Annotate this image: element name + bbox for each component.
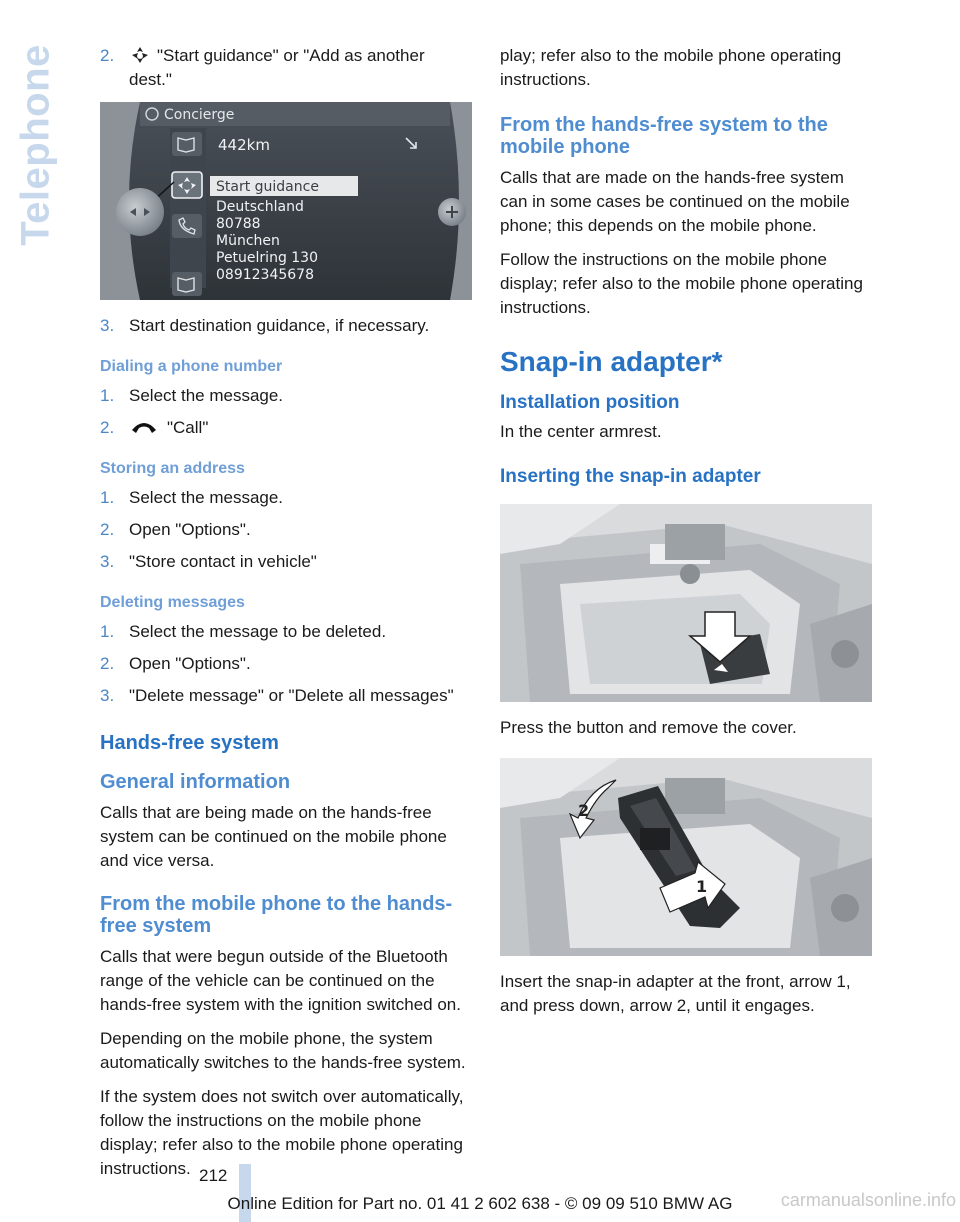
armrest-cover-figure xyxy=(500,504,872,702)
dialing-step-1: 1. Select the message. xyxy=(100,386,284,405)
edition-line: Online Edition for Part no. 01 41 2 602 638 - © 09 09 510 BMW AG xyxy=(227,1194,733,1213)
step-3-text: Start destination guidance, if necessary. xyxy=(129,316,430,335)
screen-line-4: Petuelring 130 xyxy=(216,250,318,266)
step-3: 3. Start destination guidance, if necessary. xyxy=(100,314,472,338)
installation-text: In the center armrest. xyxy=(500,422,662,441)
from-mobile-paragraph-3: If the system does not switch over automatically, follow the instructions on the mobile phone display; refer also to the mobile phone operating instructions. xyxy=(100,1087,464,1178)
step-2-text: "Start guidance" or "Add as another dest." xyxy=(129,46,425,89)
from-mobile-heading: From the mobile phone to the hands-free system xyxy=(100,893,453,937)
from-handsfree-heading: From the hands-free system to the mobile phone xyxy=(500,114,828,158)
dialing-heading: Dialing a phone number xyxy=(100,358,283,375)
step-text xyxy=(129,44,472,92)
screen-line-3: München xyxy=(216,233,280,249)
step-2-navigation xyxy=(100,44,472,92)
storing-step-2: 2. Open "Options". xyxy=(100,520,251,539)
storing-heading: Storing an address xyxy=(100,460,245,477)
handsfree-heading: Hands-free system xyxy=(100,732,279,754)
deleting-step-3: 3. "Delete message" or "Delete all messages" xyxy=(100,686,454,705)
installation-heading: Installation position xyxy=(500,392,680,413)
deleting-step-1: 1. Select the message to be deleted. xyxy=(100,622,387,641)
arrow-1-label: 1 xyxy=(696,877,708,896)
deleting-step-2: 2. Open "Options". xyxy=(100,654,251,673)
continued-text: play; refer also to the mobile phone operating instructions. xyxy=(500,46,842,89)
phone-icon xyxy=(129,418,159,436)
left-column xyxy=(100,44,472,1191)
general-info-text: Calls that are being made on the hands-free system can be continued on the mobile phone and vice versa. xyxy=(100,803,447,870)
screen-line-5: 08912345678 xyxy=(216,267,314,283)
from-handsfree-paragraph-2: Follow the instructions on the mobile phone display; refer also to the mobile phone operating instructions. xyxy=(500,250,863,317)
navigation-icon xyxy=(129,46,151,64)
navigation-menu-icon xyxy=(172,172,202,198)
screen-highlight: Start guidance xyxy=(216,179,319,195)
watermark: carmanualsonline.info xyxy=(780,1190,956,1210)
storing-step-1: 1. Select the message. xyxy=(100,488,284,507)
dialing-step-2: 2. "Call" xyxy=(100,418,209,437)
storing-step-3: 3. "Store contact in vehicle" xyxy=(100,552,317,571)
general-info-heading: General information xyxy=(100,771,291,793)
chapter-title: Telephone xyxy=(13,44,58,246)
screen-title: Concierge xyxy=(164,107,235,123)
inserting-heading: Inserting the snap-in adapter xyxy=(500,466,761,487)
arrow-2-label: 2 xyxy=(578,801,590,820)
screen-line-2: 80788 xyxy=(216,216,261,232)
screen-line-1: Deutschland xyxy=(216,199,304,215)
step-number: 2. xyxy=(100,46,115,65)
concierge-screen-figure xyxy=(100,102,472,300)
page-number: 212 xyxy=(199,1166,228,1185)
figure-1-caption: Press the button and remove the cover. xyxy=(500,718,797,737)
right-column xyxy=(500,44,876,1028)
chapter-side-tab xyxy=(14,40,58,250)
adapter-insert-figure xyxy=(500,758,872,956)
call-label: "Call" xyxy=(167,418,209,437)
figure-2-caption: Insert the snap-in adapter at the front, arrow 1, and press down, arrow 2, until it engages. xyxy=(500,972,851,1015)
from-handsfree-paragraph-1: Calls that are made on the hands-free system can in some cases be continued on the mobile phone; this depends on the mobile phone. xyxy=(500,168,850,235)
from-mobile-paragraph-2: Depending on the mobile phone, the system automatically switches to the hands-free system. xyxy=(100,1029,466,1072)
screen-distance: 442km xyxy=(218,136,270,154)
snap-in-heading: Snap-in adapter* xyxy=(500,346,723,377)
from-mobile-paragraph-1: Calls that were begun outside of the Bluetooth range of the vehicle can be continued on the hands-free system with the ignition switched on. xyxy=(100,947,461,1014)
phone-menu-icon xyxy=(172,214,202,238)
deleting-heading: Deleting messages xyxy=(100,594,245,611)
controller-knob-icon xyxy=(116,188,164,236)
